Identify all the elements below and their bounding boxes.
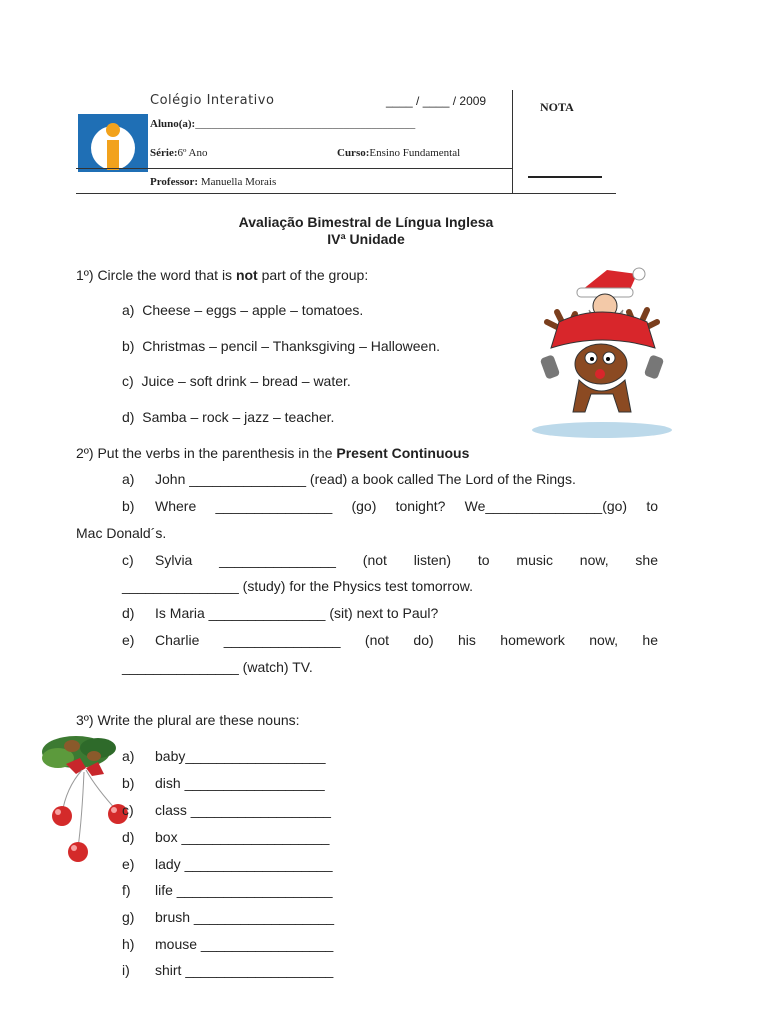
option-label: a) — [122, 302, 135, 318]
item-label: a) — [122, 748, 135, 764]
q3-item-a[interactable] — [122, 748, 326, 764]
option-text: Christmas – pencil – Thanksgiving – Halloween. — [142, 338, 441, 354]
item-text-line1: Where _______________ (go) tonight? We_______________(go) to — [155, 498, 658, 514]
christmas-ornament-illustration — [36, 728, 136, 868]
date-field[interactable]: ____ / ____ / 2009 — [386, 94, 487, 108]
q3-item-i[interactable] — [122, 962, 333, 978]
item-label: b) — [122, 775, 135, 791]
option-text: Cheese – eggs – apple – tomatoes. — [142, 302, 364, 318]
item-label: d) — [122, 829, 135, 845]
item-text: box ___________________ — [155, 829, 330, 845]
item-label: i) — [122, 962, 130, 978]
item-text: dish __________________ — [155, 775, 325, 791]
q1-option-c[interactable] — [122, 373, 351, 389]
question-1-prompt: 1º) Circle the word that is not part of the group: — [76, 267, 369, 283]
exam-title — [0, 214, 732, 248]
item-text-line1: Sylvia _______________ (not listen) to music now, she — [155, 552, 658, 568]
series-value: 6º Ano — [177, 147, 208, 159]
option-text: Samba – rock – jazz – teacher. — [142, 409, 335, 425]
q3-item-f[interactable] — [122, 882, 333, 898]
item-label: d) — [122, 605, 135, 621]
series-label: Série: — [150, 147, 178, 159]
q3-item-g[interactable] — [122, 909, 334, 925]
option-label: b) — [122, 338, 135, 354]
student-label: Aluno(a): — [150, 118, 196, 130]
q2-item-b[interactable] — [122, 498, 658, 514]
q2-item-e-continued: _______________ (watch) TV. — [122, 659, 313, 675]
santa-reindeer-illustration — [527, 262, 677, 440]
item-label: b) — [122, 498, 135, 514]
q3-item-b[interactable] — [122, 775, 325, 791]
item-text: lady ___________________ — [155, 856, 333, 872]
item-text: mouse _________________ — [155, 936, 334, 952]
q1-option-a[interactable] — [122, 302, 363, 318]
item-text: life ____________________ — [155, 882, 333, 898]
header — [76, 88, 616, 194]
student-name-line[interactable]: ________________________________________ — [195, 118, 416, 130]
item-text-line1: Charlie _______________ (not do) his homework now, he — [155, 632, 658, 648]
item-label: c) — [122, 802, 134, 818]
q2-item-a[interactable] — [122, 471, 576, 487]
header-bottom-line — [76, 193, 616, 194]
header-inner-line — [76, 168, 512, 169]
course-value: Ensino Fundamental — [369, 147, 461, 159]
question-3-prompt: 3º) Write the plural are these nouns: — [76, 712, 300, 728]
item-text: John _______________ (read) a book called The Lord of the Rings. — [155, 471, 576, 487]
q3-item-e[interactable] — [122, 856, 333, 872]
q3-item-d[interactable] — [122, 829, 329, 845]
item-label: e) — [122, 632, 135, 648]
school-logo — [78, 114, 148, 172]
q2-item-c[interactable] — [122, 552, 658, 568]
teacher-label: Professor: — [150, 176, 199, 188]
option-text: Juice – soft drink – bread – water. — [141, 373, 351, 389]
grade-field-line[interactable] — [528, 176, 602, 178]
q2-item-d[interactable] — [122, 605, 438, 621]
school-name: Colégio Interativo — [150, 93, 275, 108]
item-label: c) — [122, 552, 134, 568]
item-text: class __________________ — [155, 802, 331, 818]
q2-item-b-continued: Mac Donald´s. — [76, 525, 167, 541]
item-text: shirt ___________________ — [155, 962, 334, 978]
teacher-row — [150, 176, 276, 188]
student-row — [150, 118, 415, 130]
item-text: baby__________________ — [155, 748, 326, 764]
option-label: d) — [122, 409, 135, 425]
header-divider-vertical — [512, 90, 513, 194]
exam-title-line1: Avaliação Bimestral de Língua Inglesa — [238, 214, 494, 230]
course-label: Curso: — [337, 147, 370, 159]
teacher-value: Manuella Morais — [200, 176, 277, 188]
item-text: brush __________________ — [155, 909, 335, 925]
emphasis-not: not — [235, 267, 258, 283]
q3-item-c[interactable] — [122, 802, 331, 818]
item-label: f) — [122, 882, 131, 898]
course-row — [337, 147, 460, 159]
question-2-prompt: 2º) Put the verbs in the parenthesis in the Present Continuous — [76, 445, 470, 461]
item-label: a) — [122, 471, 135, 487]
item-text: Is Maria _______________ (sit) next to Paul? — [155, 605, 439, 621]
q1-option-d[interactable] — [122, 409, 334, 425]
item-label: e) — [122, 856, 135, 872]
grade-box-label: NOTA — [540, 100, 574, 114]
series-row — [150, 147, 207, 159]
item-label: h) — [122, 936, 135, 952]
exam-title-line2: IVª Unidade — [327, 231, 405, 247]
item-label: g) — [122, 909, 135, 925]
q3-item-h[interactable] — [122, 936, 333, 952]
option-label: c) — [122, 373, 134, 389]
q1-option-b[interactable] — [122, 338, 440, 354]
q2-item-e[interactable] — [122, 632, 658, 648]
emphasis-present-continuous: Present Continuous — [336, 445, 470, 461]
q2-item-c-continued: _______________ (study) for the Physics test tomorrow. — [122, 578, 473, 594]
